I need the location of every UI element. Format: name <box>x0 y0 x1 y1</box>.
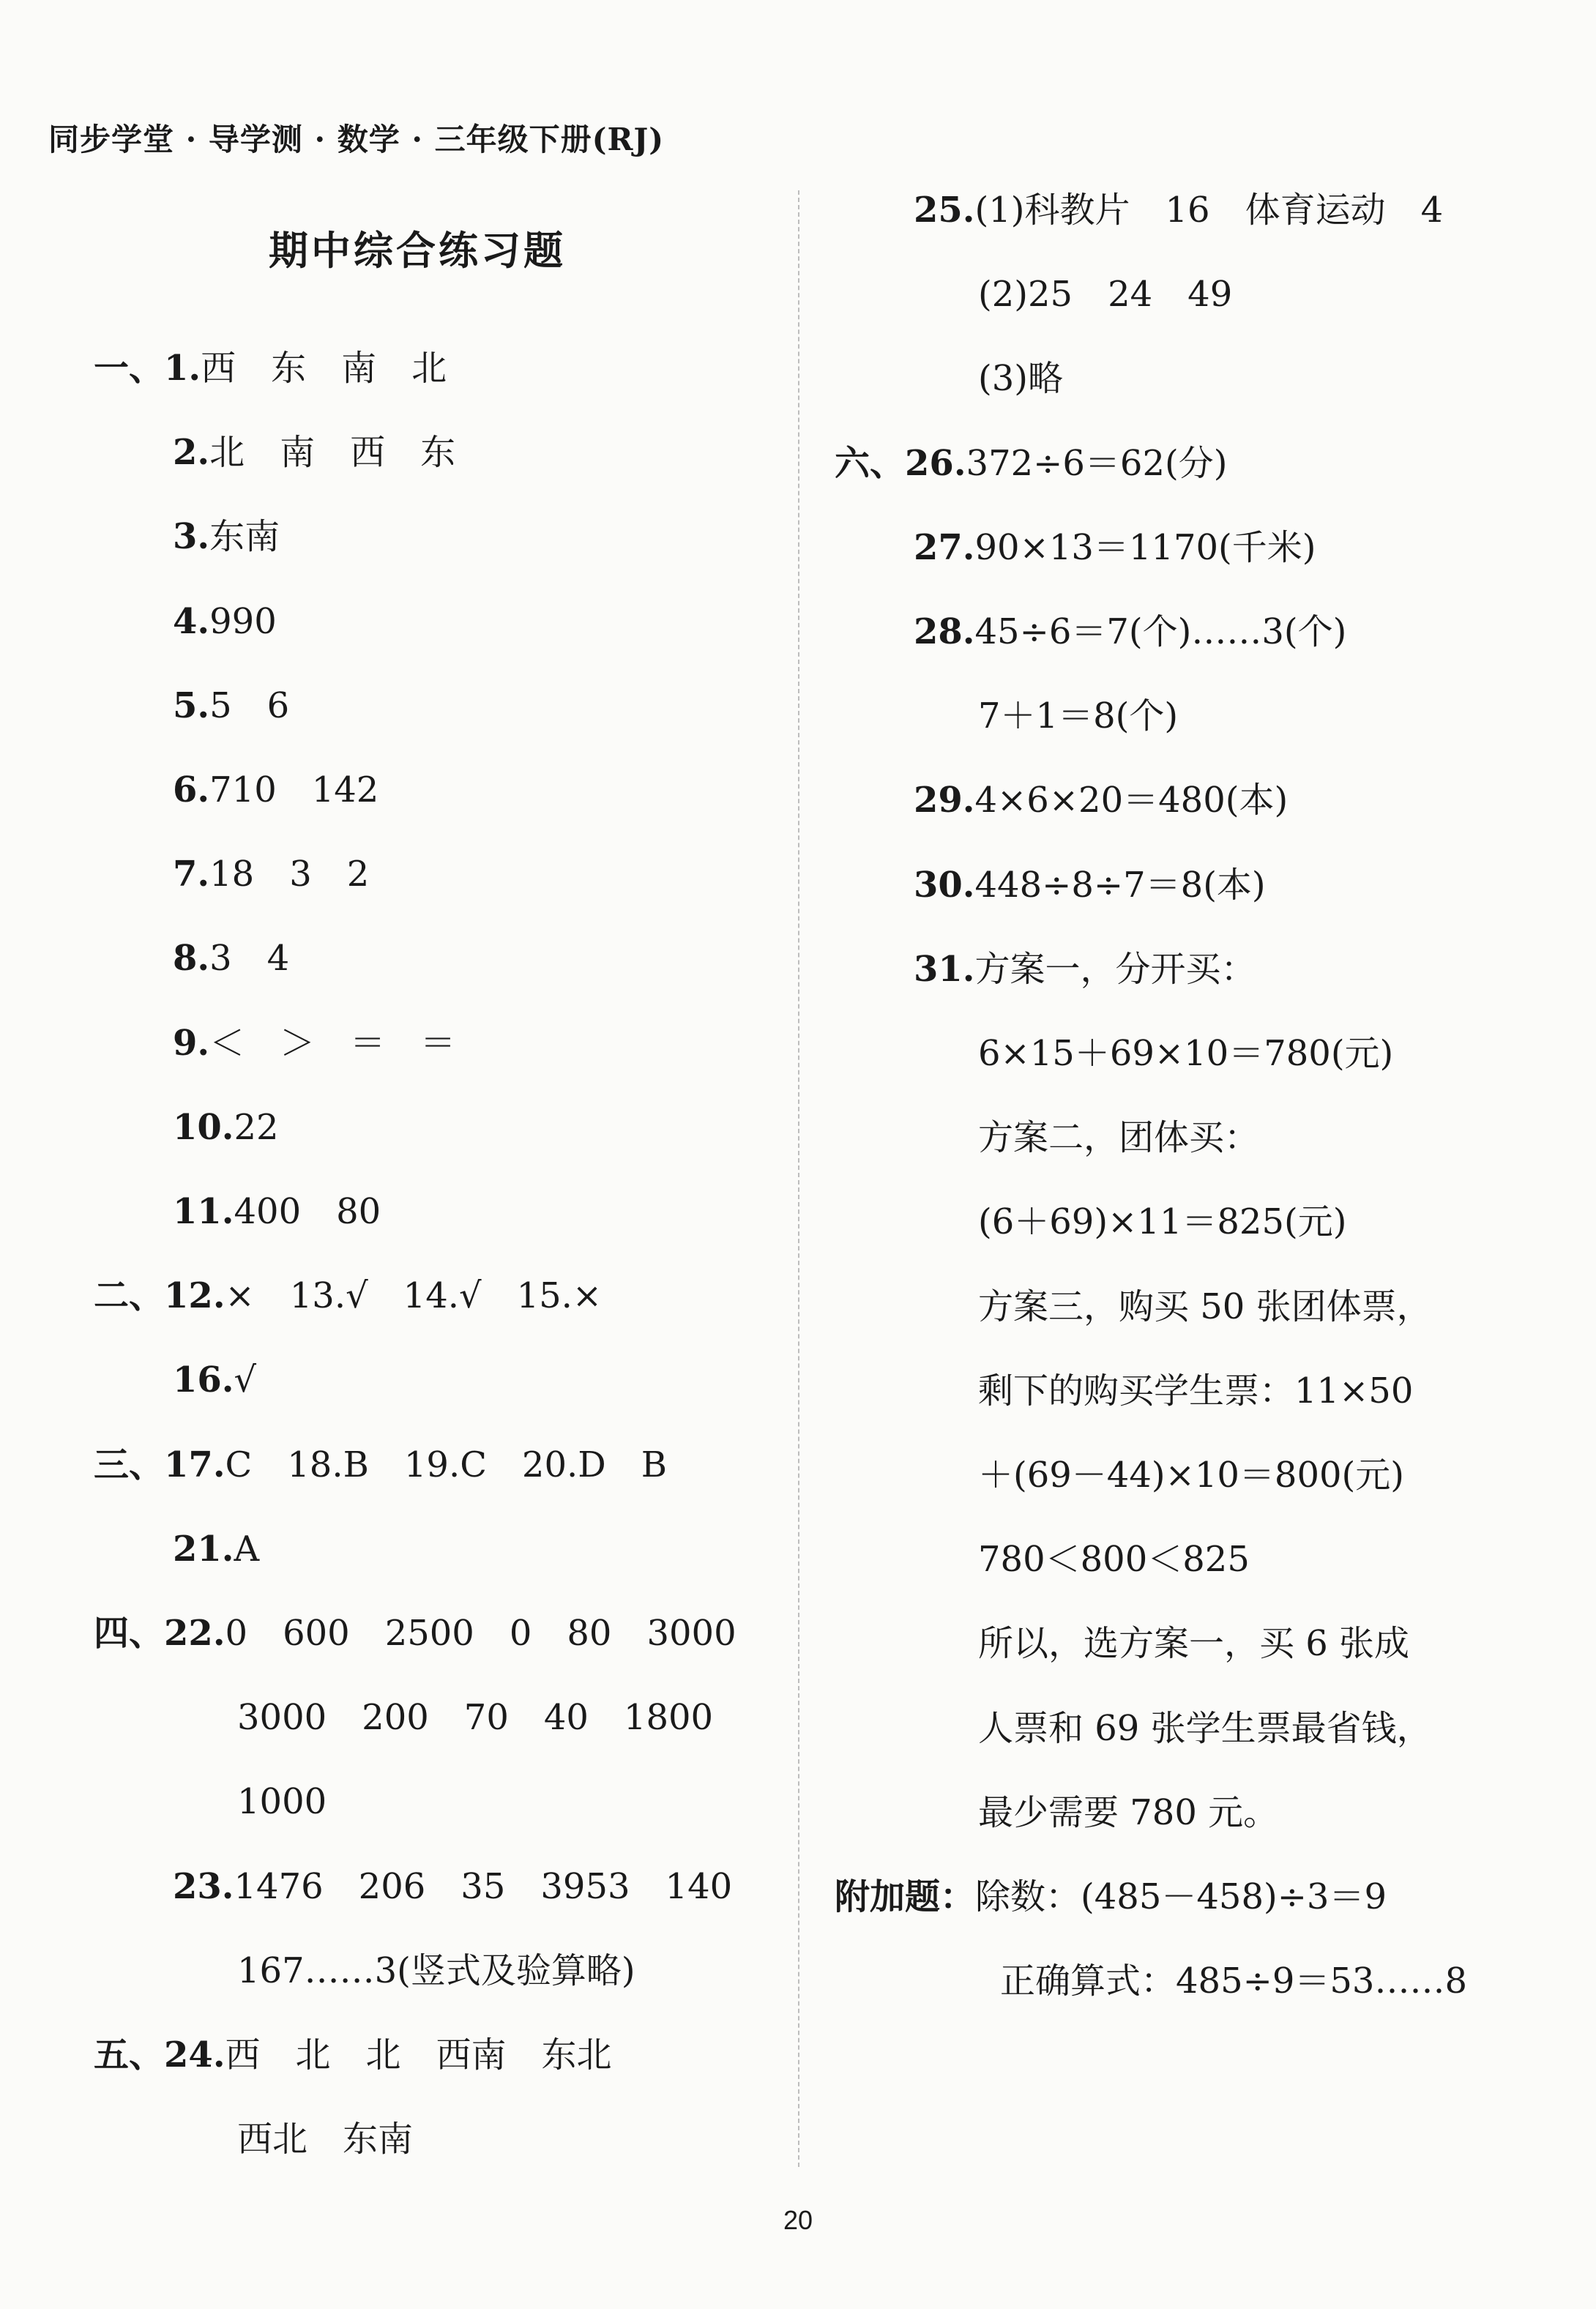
answer-line <box>173 684 289 728</box>
answer-line <box>914 610 1346 654</box>
answer-line <box>237 1696 713 1739</box>
answer-line <box>173 1358 256 1402</box>
answer-line <box>173 1527 259 1571</box>
answer-text: 1000 <box>237 1781 327 1823</box>
question-number: 4. <box>173 600 210 642</box>
answer-line <box>173 430 455 474</box>
answer-line <box>173 852 369 896</box>
answer-text: C 18.B 19.C 20.D B <box>225 1444 668 1485</box>
question-number: 10. <box>173 1106 234 1148</box>
answer-line <box>978 1285 1432 1329</box>
answer-text: ＜ ＞ ＝ ＝ <box>209 1022 456 1064</box>
answer-line <box>978 1622 1409 1665</box>
column-divider <box>798 190 799 2167</box>
question-number: 11. <box>173 1191 234 1232</box>
answer-text: 372÷6＝62(分) <box>966 442 1228 484</box>
answer-text: 448÷8÷7＝8(本) <box>974 864 1266 906</box>
answer-text: 3000 200 70 40 1800 <box>237 1697 714 1739</box>
answer-line <box>173 515 280 559</box>
answer-text: 7＋1＝8(个) <box>978 695 1179 737</box>
answer-line <box>914 863 1266 907</box>
answer-line <box>978 1453 1404 1497</box>
answer-text: 正确算式：485÷9＝53……8 <box>1000 1961 1467 2002</box>
answer-line <box>94 1443 667 1487</box>
question-number: 24. <box>164 2034 225 2075</box>
question-number: 23. <box>173 1865 234 1907</box>
answer-line <box>94 1274 602 1318</box>
answer-text: 5 6 <box>209 685 290 726</box>
question-number: 12. <box>164 1275 225 1317</box>
question-number: 27. <box>914 526 975 568</box>
answer-line <box>978 694 1178 738</box>
answer-line <box>1000 1959 1467 2003</box>
answer-text: 方案三，购买 50 张团体票， <box>978 1286 1432 1327</box>
section-marker: 二、 <box>94 1275 165 1317</box>
answer-line <box>978 1369 1413 1413</box>
answer-text: 400 80 <box>234 1191 381 1232</box>
answer-text: 除数：(485－458)÷3＝9 <box>975 1876 1387 1917</box>
answer-line <box>914 947 1256 991</box>
answer-line <box>94 2033 612 2077</box>
question-number: 22. <box>164 1613 225 1654</box>
answer-text: 167……3(竖式及验算略) <box>237 1950 635 1991</box>
answer-line <box>835 441 1227 485</box>
answer-text: 西 东 南 北 <box>201 348 447 389</box>
question-number: 17. <box>164 1444 225 1485</box>
answer-line <box>914 778 1288 822</box>
answer-text: 剩下的购买学生票：11×50 <box>978 1370 1414 1411</box>
question-number: 26. <box>905 442 966 484</box>
section-marker: 四、 <box>94 1613 165 1654</box>
answer-text: (2)25 24 49 <box>978 274 1233 316</box>
answer-text: 1476 206 35 3953 140 <box>234 1865 733 1907</box>
answer-text: (3)略 <box>978 358 1063 400</box>
answer-text: (1)科教片 16 体育运动 4 <box>974 190 1444 231</box>
question-number: 2. <box>173 432 210 474</box>
question-number: 21. <box>173 1528 234 1570</box>
answer-text: 990 <box>209 600 277 642</box>
answer-line <box>978 1200 1346 1244</box>
section-marker: 六、 <box>835 442 906 484</box>
answer-line <box>835 1875 1387 1919</box>
answer-text: ＋(69－44)×10＝800(元) <box>978 1455 1404 1496</box>
answer-line <box>237 1949 635 1993</box>
answer-text: 北 南 西 东 <box>209 432 456 474</box>
answer-text: √ <box>234 1359 257 1401</box>
answer-line <box>173 1190 381 1234</box>
question-number: 8. <box>173 938 210 980</box>
question-number: 1. <box>164 348 201 389</box>
answer-text: 18 3 2 <box>209 854 370 895</box>
answer-line <box>173 1105 279 1149</box>
answer-text: 最少需要 780 元。 <box>978 1791 1279 1833</box>
answer-line <box>914 188 1443 232</box>
section-marker: 五、 <box>94 2034 165 2075</box>
answer-text: 方案二，团体买： <box>978 1117 1260 1159</box>
section-marker: 三、 <box>94 1444 165 1485</box>
answer-text: 4×6×20＝480(本) <box>974 780 1289 821</box>
answer-text: 22 <box>234 1106 279 1148</box>
answer-line <box>914 526 1316 570</box>
question-number: 16. <box>173 1359 234 1401</box>
answer-text: 方案一，分开买： <box>974 948 1256 990</box>
answer-line <box>173 768 379 812</box>
answer-text: 710 142 <box>209 769 379 810</box>
question-number: 5. <box>173 685 210 726</box>
book-header: 同步学堂 · 导学测 · 数学 · 三年级下册(RJ) <box>48 122 665 157</box>
answer-text: 780＜800＜825 <box>978 1539 1250 1581</box>
answer-text: 所以，选方案一，买 6 张成 <box>978 1623 1410 1665</box>
section-marker: 一、 <box>94 348 165 389</box>
answer-text: 0 600 2500 0 80 3000 <box>225 1613 737 1654</box>
answer-text: × 13.√ 14.√ 15.× <box>225 1275 603 1317</box>
question-number: 3. <box>173 516 210 558</box>
answer-text: 西北 东南 <box>237 2119 414 2160</box>
answer-line <box>978 357 1063 400</box>
answer-line <box>94 346 447 390</box>
answer-text: 6×15＋69×10＝780(元) <box>978 1033 1394 1074</box>
answer-line <box>978 1791 1278 1835</box>
answer-line <box>173 936 289 980</box>
answer-line <box>978 1116 1259 1160</box>
answer-line <box>978 1706 1432 1750</box>
page-title: 期中综合练习题 <box>269 228 566 274</box>
answer-line <box>173 1021 455 1065</box>
answer-line <box>978 1032 1393 1075</box>
answer-text: 90×13＝1170(千米) <box>974 526 1316 568</box>
answer-line <box>173 600 277 644</box>
answer-text: 45÷6＝7(个)……3(个) <box>974 611 1347 652</box>
answer-line <box>173 1865 732 1909</box>
question-number: 9. <box>173 1022 210 1064</box>
question-number: 7. <box>173 854 210 895</box>
answer-line <box>94 1611 737 1655</box>
question-number: 28. <box>914 611 975 652</box>
answer-text: (6＋69)×11＝825(元) <box>978 1201 1347 1243</box>
answer-line <box>978 272 1232 316</box>
question-number: 29. <box>914 780 975 821</box>
answer-text: 人票和 69 张学生票最省钱， <box>978 1707 1432 1749</box>
answer-line <box>237 1780 327 1824</box>
section-marker: 附加题： <box>835 1876 976 1917</box>
answer-line <box>237 2117 413 2161</box>
answer-text: 西 北 北 西南 东北 <box>225 2034 612 2075</box>
answer-text: 3 4 <box>209 938 290 980</box>
answer-line <box>978 1537 1250 1581</box>
question-number: 25. <box>914 190 975 231</box>
question-number: 30. <box>914 864 975 906</box>
answer-text: A <box>234 1528 260 1570</box>
answer-text: 东南 <box>209 516 280 558</box>
question-number: 31. <box>914 948 975 990</box>
page-number: 20 <box>783 2205 813 2235</box>
question-number: 6. <box>173 769 210 810</box>
